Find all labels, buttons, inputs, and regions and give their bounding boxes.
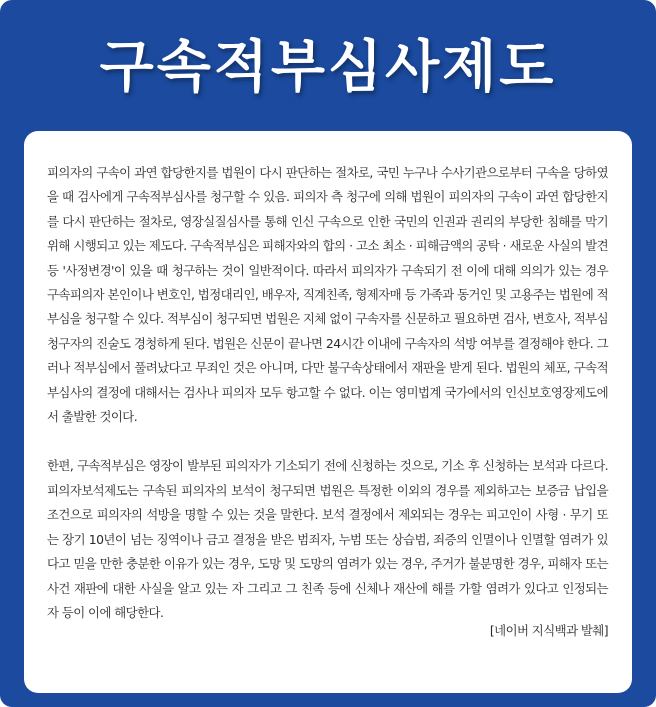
paragraph-2: 한편, 구속적부심은 영장이 발부된 피의자가 기소되기 전에 신청하는 것으로, 기소 후 신청하는 보석과 다르다. 피의자보석제도는 구속된 피의자의 보석이 청구되면 법원은 특정한 이외의 경우를 제외하고는 보증금 납입을 조건으로 피의자의 석방을 명할 수 있는 것을 말한다. 보석 결정에서 제외되는 경우는 피고인이 사형 · 무기 또는 장기 10년이 넘는 징역이나 금고 결정을 받은 범죄자, 누범 또는 상습범, 죄증의 인멸이나 인멸할 염려가 있다고 믿을 만한 충분한 이유가 있는 경우, 도망 및 도망의 염려가 있는 경우, 주거가 불분명한 경우, 피해자 또는 사건 재판에 대한 사실을 알고 있는 자 그리고 그 친족 등에 신체나 재산에 해를 가할 염려가 있다고 인정되는 자 등이 이에 해당한다. [47, 458, 608, 620]
content-panel [24, 131, 632, 693]
page-title: 구속적부심사제도 [99, 35, 557, 100]
source-citation: [네이버 지식백과 발췌] [489, 622, 608, 638]
paragraph-1: 피의자의 구속이 과연 합당한지를 법원이 다시 판단하는 절차로, 국민 누구나 수사기관으로부터 구속을 당하였을 때 검사에게 구속적부심사를 청구할 수 있음. 피의자 측 청구에 의해 법원이 피의자의 구속이 과연 합당한지를 다시 판단하는 절차로, 영장실질심사를 통해 인신 구속으로 인한 국민의 인권과 권리의 부당한 침해를 막기 위해 시행되고 있는 제도다. 구속적부심은 피해자와의 합의 · 고소 최소 · 피해금액의 공탁 · 새로운 사실의 발견 등 '사정변경'이 있을 때 청구하는 것이 일반적이다. 따라서 피의자가 구속되기 전 이에 대해 의의가 있는 경우 구속피의자 본인이나 변호인, 법정대리인, 배우자, 직계친족, 형제자매 등 가족과 동거인 및 고용주는 법원에 적부심을 청구할 수 있다. 적부심이 청구되면 법원은 지체 없이 구속자를 신문하고 필요하면 검사, 변호사, 적부심 청구자의 진술도 경청하게 된다. 법원은 신문이 끝나면 24시간 이내에 구속자의 석방 여부를 결정해야 한다. 그러나 적부심에서 풀려났다고 무죄인 것은 아니며, 다만 불구속상태에서 재판을 받게 된다. 법원의 체포, 구속적부심사의 결정에 대해서는 검사나 피의자 모두 항고할 수 없다. 이는 영미법계 국가에서의 인신보호영장제도에서 출발한 것이다. [47, 165, 608, 425]
